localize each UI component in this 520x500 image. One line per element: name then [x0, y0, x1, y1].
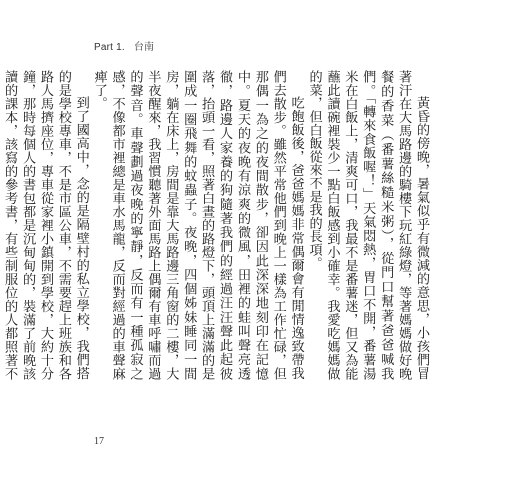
vertical-body-text [2, 70, 430, 380]
part-label: Part 1. [94, 42, 125, 53]
paragraph: 黃昏的傍晚，暑氣似乎有微減的意思，小孩們冒著汗在大馬路邊的騎樓下玩紅綠燈，等著媽媽做好晚餐的香菜（番薯絲糙米粥），從門口幫著爸爸喊我們。「轉來食飯喔！」天氣悶熱，胃口不開，番薯湯米在白飯上，清爽可口，我最不是番薯迷，但又為能蘸此讀碗裡裝少一點白飯感到小確幸。我愛吃媽媽做的菜，但白飯從來不是我的長項。 [306, 70, 429, 380]
page-number: 17 [94, 436, 104, 447]
paragraph: 吃飽飯後，爸爸媽媽非常偶爾會有閒情逸致帶我們去散步。雖然平常他們到晚上一樣為工作忙碌，但那偶一為之的夜間散步，卻因此深深地刻印在記憶中。夏天的夜晚有涼爽的微風，田裡的蛙叫聲亮透徹，路邊人家養的狗隨著我們的經過汪汪聲此起彼落，抬頭一看，照著白晝的路燈下，頭頂上滿滿的是圍成一圈飛舞的蚊蟲子。夜晚，四個姊妹睡同一間房，躺在床上，房間是靠大馬路邊三角窗的二樓，大半夜醒來，我習慣聽著外面馬路上偶爾有車呼嘯而過的聲音。車聲劃過夜晚的寧靜，反而有一種孤寂之感，不像都市裡總是車水馬龍，反而對經過的車聲麻痺了。 [91, 70, 304, 380]
paragraph: 到了國高中，念的是隔壁村的私立學校，我們搭的是學校專車，不是市區公車，不需要趕上班族和各路人馬擠座位，專車從家裡小鎮開到學校，大約十分鐘，那時每個人的書包都是沉甸甸的，裝滿了前晚該讀的課本，該寫的參考書，有些制服位的人都照著不 [2, 70, 89, 380]
chapter-title: 台南 [133, 42, 155, 53]
running-header [94, 38, 160, 53]
